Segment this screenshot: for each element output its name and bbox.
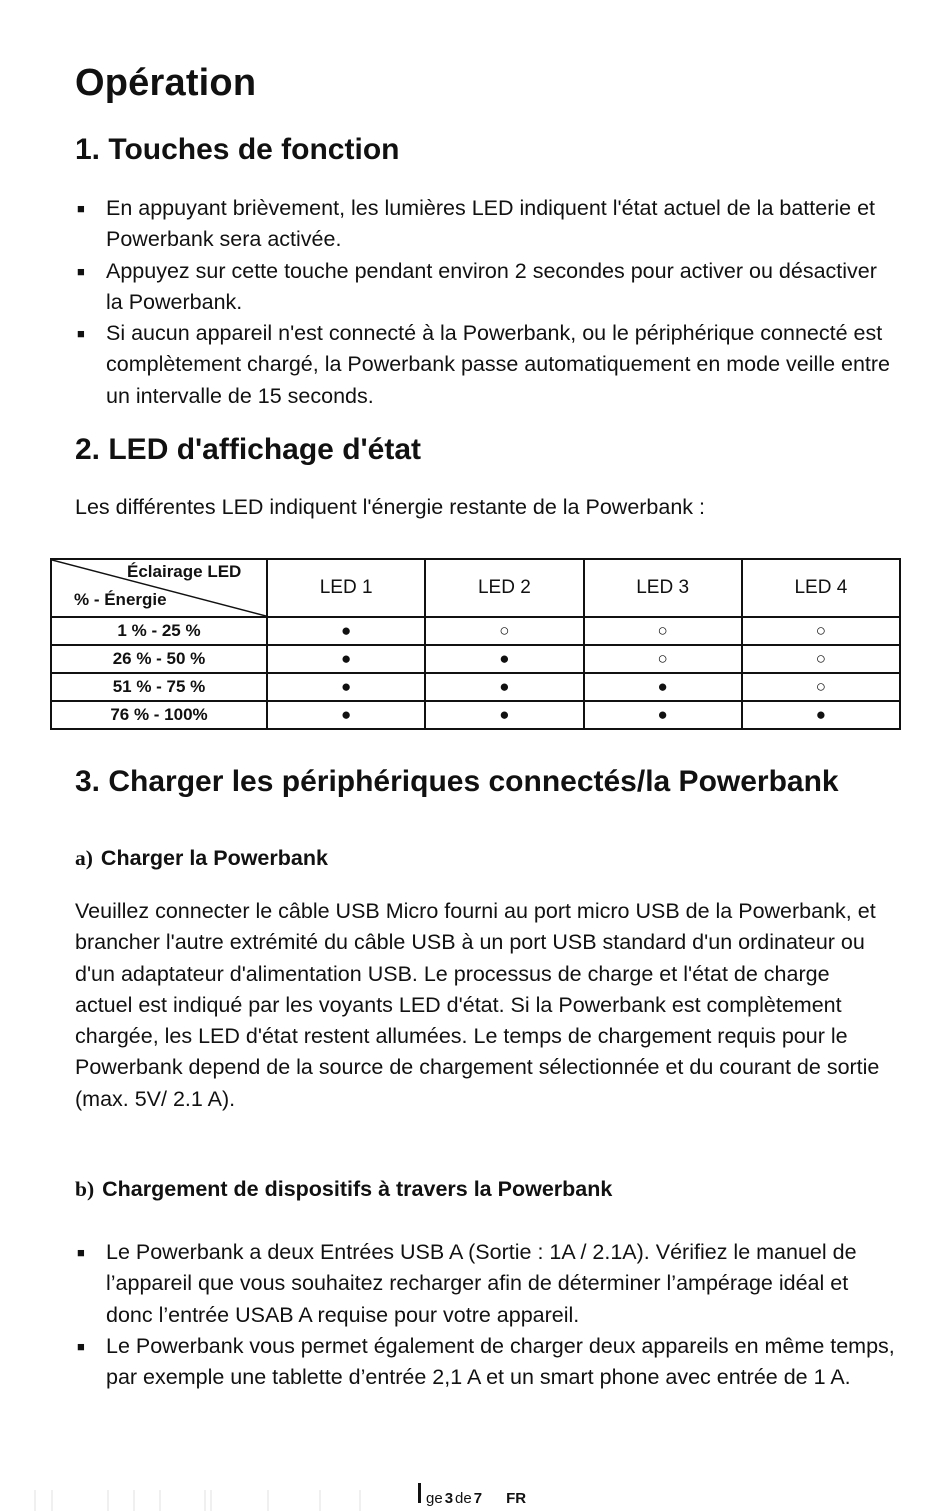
scan-artifact — [30, 1490, 400, 1511]
led-indicator-cell: ● — [267, 617, 425, 645]
subsection-b-bullet-list — [75, 1237, 895, 1393]
section2-intro: Les différentes LED indiquent l'énergie restante de la Powerbank : — [75, 495, 705, 519]
row-label: 26 % - 50 % — [51, 645, 267, 673]
row-label: 1 % - 25 % — [51, 617, 267, 645]
column-header: LED 2 — [425, 559, 583, 617]
table-row — [51, 617, 900, 645]
led-status-table — [50, 558, 901, 730]
section2-heading: 2. LED d'affichage d'état — [75, 433, 421, 466]
led-indicator-cell: ● — [267, 673, 425, 701]
led-indicator-cell: ● — [584, 673, 742, 701]
led-indicator-cell: ○ — [425, 617, 583, 645]
led-indicator-cell: ● — [267, 645, 425, 673]
subsection-letter: a) — [75, 846, 93, 870]
table-row — [51, 673, 900, 701]
list-item: ■ Si aucun appareil n'est connecté à la Powerbank, ou le périphérique connecté est complètement chargé, la Powerbank passe automatiquement en mode veille entre un intervalle de 15 seconds. — [75, 318, 895, 412]
page-mark-icon — [418, 1483, 421, 1503]
column-header: LED 1 — [267, 559, 425, 617]
led-indicator-cell: ○ — [742, 617, 900, 645]
led-indicator-cell: ● — [742, 701, 900, 729]
subsection-a-body: Veuillez connecter le câble USB Micro fourni au port micro USB de la Powerbank, et brancher l'autre extrémité du câble USB à un port USB standard d'un ordinateur ou d'un adaptateur d'alimentation USB. Le processus de charge et l'état de charge actuel est indiqué par les voyants LED d'état. Si la Powerbank est complètement chargée, les LED d'état restent allumées. Le temps de chargement requis pour le Powerbank depend de la source de chargement sélectionnée et du courant de sortie (max. 5V/ 2.1 A). — [75, 899, 880, 1111]
corner-label-led: Éclairage LED — [127, 562, 242, 581]
bullet-icon: ■ — [77, 1338, 85, 1354]
page-title: Opération — [75, 62, 257, 104]
section3-heading: 3. Charger les périphériques connectés/la Powerbank — [75, 765, 839, 798]
subsection-a-title: a) Charger la Powerbank — [75, 846, 328, 870]
list-item: ■ Appuyez sur cette touche pendant environ 2 secondes pour activer ou désactiver la Powerbank. — [75, 256, 895, 319]
page-footer — [418, 1483, 526, 1507]
led-indicator-cell: ○ — [584, 617, 742, 645]
subsection-b-title: b) Chargement de dispositifs à travers la Powerbank — [75, 1177, 613, 1201]
section1-heading: 1. Touches de fonction — [75, 133, 400, 166]
column-header: LED 3 — [584, 559, 742, 617]
led-indicator-cell: ○ — [584, 645, 742, 673]
column-header: LED 4 — [742, 559, 900, 617]
table-row — [51, 701, 900, 729]
led-indicator-cell: ● — [584, 701, 742, 729]
page-total: 7 — [473, 1490, 483, 1507]
row-label: 76 % - 100% — [51, 701, 267, 729]
table-header-row — [51, 559, 900, 617]
led-indicator-cell: ● — [425, 673, 583, 701]
bullet-icon: ■ — [77, 263, 85, 279]
corner-label-energy: % - Énergie — [74, 590, 167, 609]
bullet-icon: ■ — [77, 1245, 85, 1260]
language-code: FR — [506, 1490, 527, 1507]
page-prefix: ge — [426, 1490, 443, 1507]
led-indicator-cell: ● — [425, 701, 583, 729]
table-row — [51, 645, 900, 673]
led-indicator-cell: ● — [267, 701, 425, 729]
page-number: 3 — [444, 1490, 454, 1507]
bullet-icon: ■ — [77, 326, 85, 342]
led-indicator-cell: ● — [425, 645, 583, 673]
subsection-letter: b) — [75, 1177, 95, 1201]
section1-bullet-list — [75, 193, 895, 412]
led-indicator-cell: ○ — [742, 645, 900, 673]
list-item: ■ Le Powerbank a deux Entrées USB A (Sortie : 1A / 2.1A). Vérifiez le manuel de l’appareil que vous souhaitez recharger afin de déterminer l’ampérage idéal et donc l’entrée USAB A requise pour votre appareil. — [75, 1237, 895, 1331]
corner-header-cell — [51, 559, 267, 617]
list-item: ■ En appuyant brièvement, les lumières LED indiquent l'état actuel de la batterie et Powerbank sera activée. — [75, 193, 895, 256]
row-label: 51 % - 75 % — [51, 673, 267, 701]
led-indicator-cell: ○ — [742, 673, 900, 701]
list-item: ■ Le Powerbank vous permet également de charger deux appareils en même temps, par exemple une tablette d’entrée 2,1 A et un smart phone avec entrée de 1 A. — [75, 1331, 895, 1394]
page-separator: de — [455, 1490, 472, 1507]
bullet-icon: ■ — [77, 201, 85, 216]
